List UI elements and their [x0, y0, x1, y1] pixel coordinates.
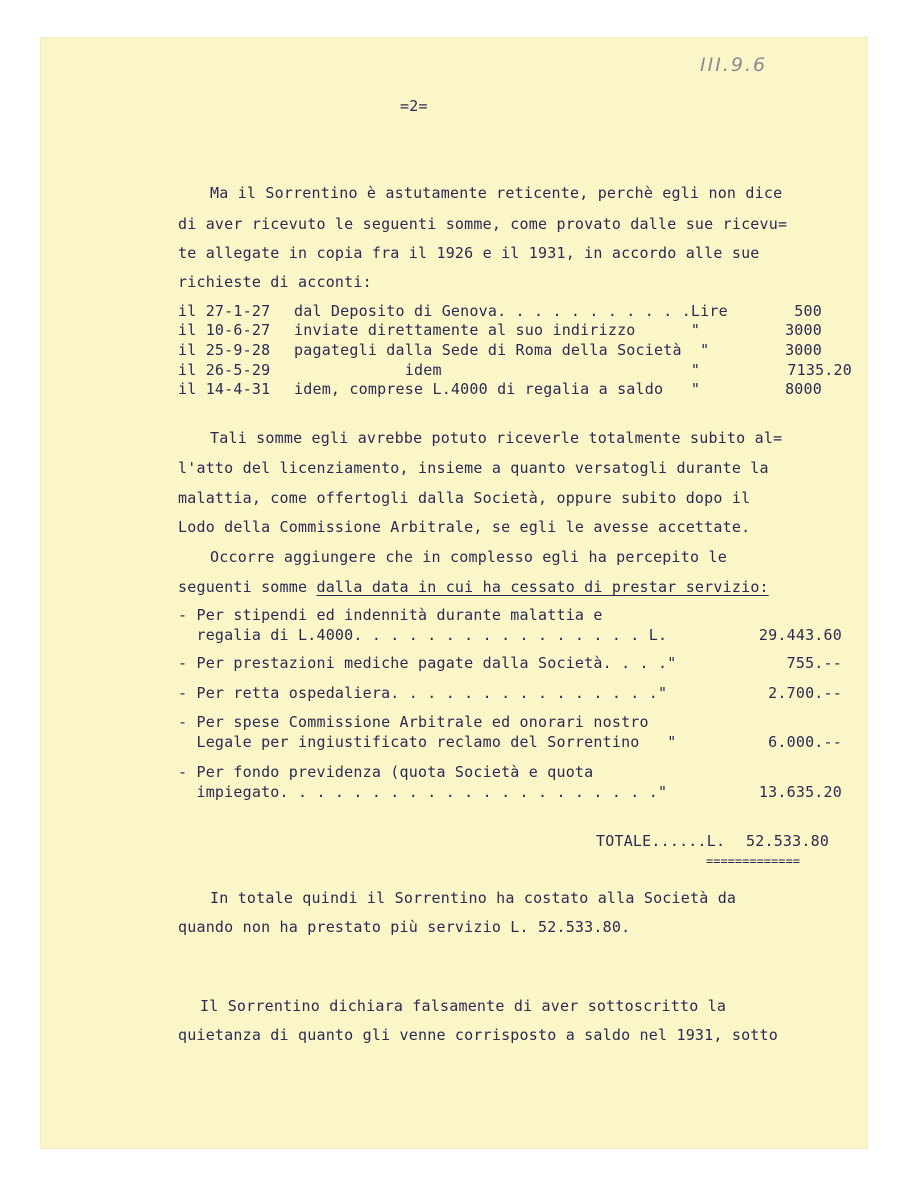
payment-date: il 10-6-27	[178, 321, 271, 339]
expense-description: impiegato. . . . . . . . . . . . . . . . . . . . ."	[178, 783, 668, 801]
paragraph-line: quietanza di quanto gli venne corrisposto a saldo nel 1931, sotto	[178, 1026, 778, 1044]
paragraph-line: Lodo della Commissione Arbitrale, se egli le avesse accettate.	[178, 518, 751, 536]
payment-amount: 3000	[785, 321, 822, 339]
total-double-underline: =============	[706, 854, 800, 868]
payment-date: il 25-9-28	[178, 341, 271, 359]
paragraph-text: seguenti somme	[178, 578, 317, 596]
paragraph-line: Tali somme egli avrebbe potuto riceverle totalmente subito al=	[210, 429, 783, 447]
paragraph-line: di aver ricevuto le seguenti somme, come provato dalle sue ricevu=	[178, 215, 788, 233]
paragraph-line: Ma il Sorrentino è astutamente reticente, perchè egli non dice	[210, 184, 783, 202]
payment-description: pagategli dalla Sede di Roma della Società "	[294, 341, 710, 359]
expense-amount: 13.635.20	[758, 783, 842, 801]
payment-amount: 7135.20	[787, 361, 852, 379]
page-number: =2=	[400, 97, 428, 115]
payment-description: inviate direttamente al suo indirizzo "	[294, 321, 701, 339]
paragraph-line: Occorre aggiungere che in complesso egli ha percepito le	[210, 548, 727, 566]
expense-description: - Per fondo previdenza (quota Società e quota	[178, 763, 594, 781]
expense-amount: 6.000.--	[768, 733, 842, 751]
handwritten-annotation: III.9.6	[700, 54, 768, 76]
expense-description: - Per spese Commissione Arbitrale ed onorari nostro	[178, 713, 649, 731]
expense-description: - Per retta ospedaliera. . . . . . . . . . . . . . ."	[178, 684, 668, 702]
paragraph-line: quando non ha prestato più servizio L. 52.533.80.	[178, 918, 631, 936]
expense-description: regalia di L.4000. . . . . . . . . . . . . . . . L.	[178, 626, 668, 644]
total-label: TOTALE......L.	[596, 832, 726, 850]
paragraph-line: Il Sorrentino dichiara falsamente di aver sottoscritto la	[200, 997, 727, 1015]
paragraph-line: In totale quindi il Sorrentino ha costato alla Società da	[210, 889, 737, 907]
payment-description: idem "	[294, 361, 701, 379]
paragraph-line: malattia, come offertogli dalla Società, oppure subito dopo il	[178, 489, 751, 507]
underlined-text: dalla data in cui ha cessato di prestar servizio:	[316, 578, 769, 596]
payment-amount: 500	[794, 302, 822, 320]
payment-description: dal Deposito di Genova. . . . . . . . . . .Lire	[294, 302, 728, 320]
paragraph-line	[178, 578, 769, 596]
total-amount: 52.533.80	[746, 832, 830, 850]
payment-date: il 26-5-29	[178, 361, 271, 379]
expense-description: Legale per ingiustificato reclamo del Sorrentino "	[178, 733, 677, 751]
expense-amount: 2.700.--	[768, 684, 842, 702]
payment-amount: 3000	[785, 341, 822, 359]
payment-date: il 27-1-27	[178, 302, 271, 320]
paragraph-line: te allegate in copia fra il 1926 e il 1931, in accordo alle sue	[178, 244, 760, 262]
expense-amount: 755.--	[786, 654, 842, 672]
payment-description: idem, comprese L.4000 di regalia a saldo "	[294, 380, 701, 398]
payment-date: il 14-4-31	[178, 380, 271, 398]
expense-description: - Per prestazioni mediche pagate dalla Società. . . ."	[178, 654, 677, 672]
paragraph-line: l'atto del licenziamento, insieme a quanto versatogli durante la	[178, 459, 769, 477]
paragraph-line: richieste di acconti:	[178, 273, 372, 291]
expense-amount: 29.443.60	[758, 626, 842, 644]
payment-amount: 8000	[785, 380, 822, 398]
expense-description: - Per stipendi ed indennità durante malattia e	[178, 606, 603, 624]
